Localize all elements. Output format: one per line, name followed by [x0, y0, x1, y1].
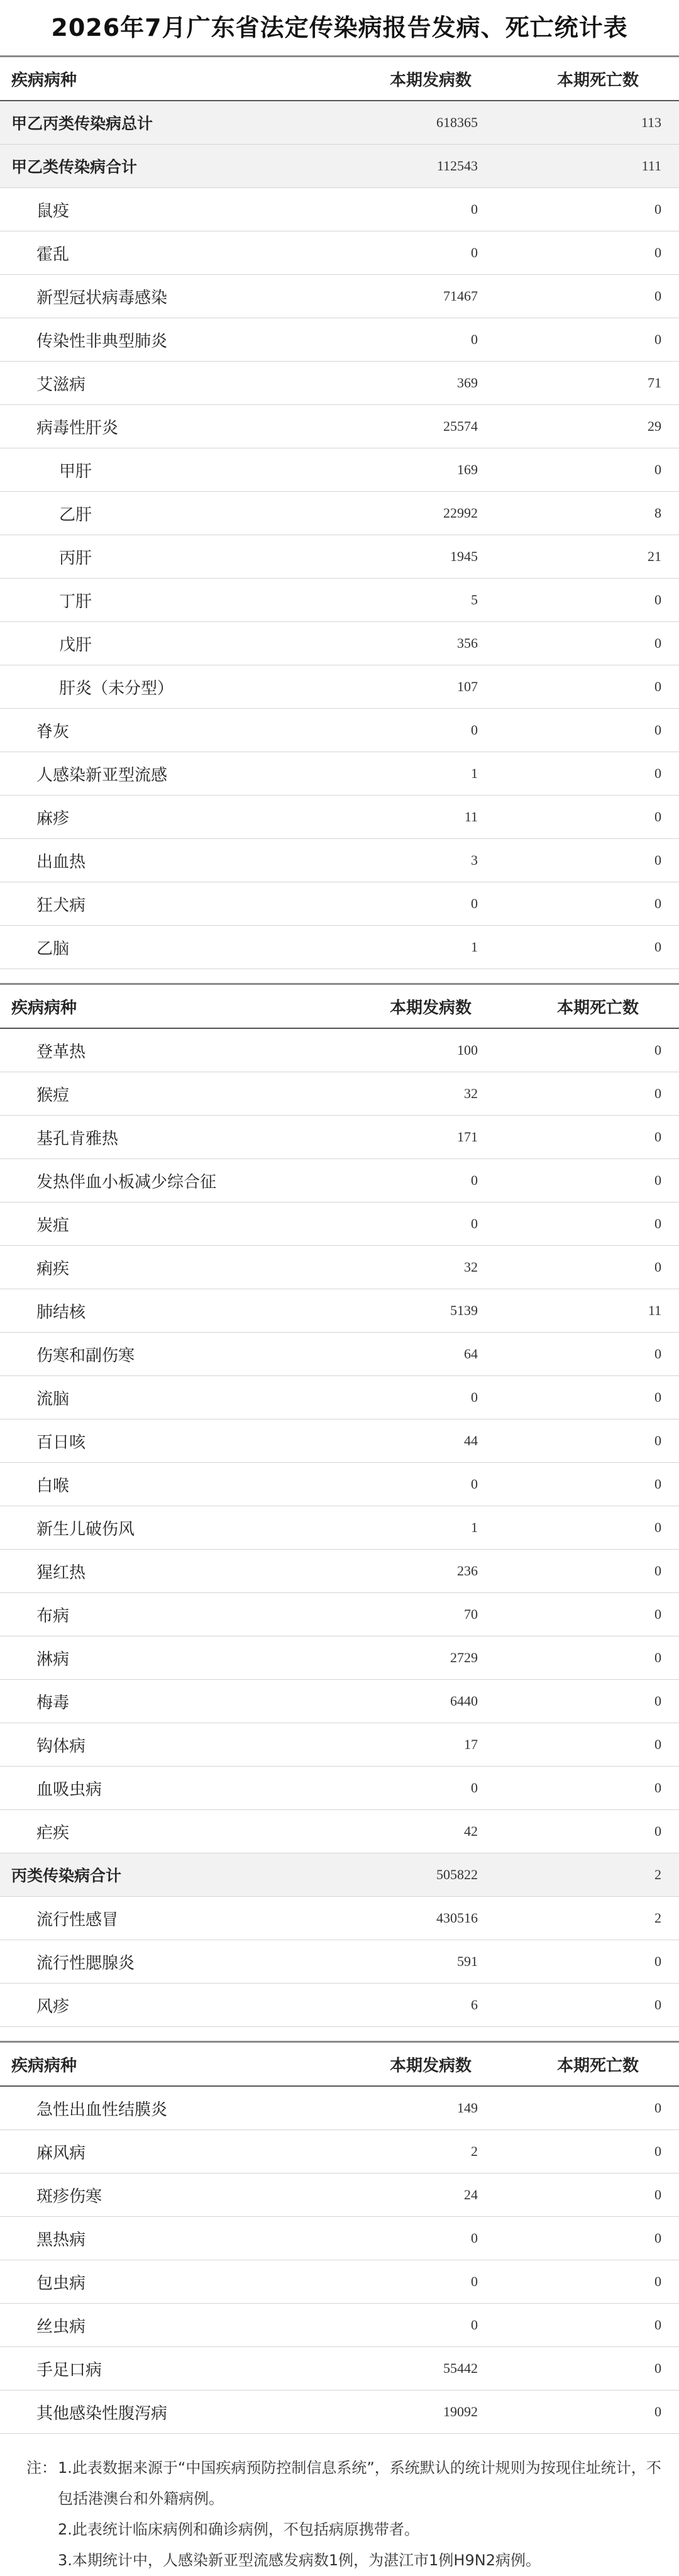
deaths-value: 0 [654, 1433, 661, 1448]
cases-value: 149 [457, 2100, 478, 2116]
deaths-value: 0 [654, 2317, 661, 2333]
disease-name: 病毒性肝炎 [36, 418, 119, 438]
cases-value: 0 [471, 896, 478, 911]
deaths-value: 0 [654, 2100, 661, 2116]
table-row [0, 1593, 679, 1636]
cases-value: 0 [471, 1780, 478, 1796]
table-row [0, 1767, 679, 1810]
table-row [0, 2260, 679, 2304]
table-total-row [0, 101, 679, 145]
disease-name: 发热伴血小板减少综合征 [36, 1172, 217, 1192]
disease-name: 甲乙类传染病合计 [11, 158, 138, 176]
table-row [0, 1289, 679, 1333]
cases-value: 1 [471, 765, 478, 781]
cases-value: 5139 [450, 1302, 478, 1318]
table-row [0, 318, 679, 362]
cases-value: 71467 [443, 288, 478, 304]
table-row [0, 1246, 679, 1289]
cases-value: 3 [471, 852, 478, 868]
disease-name: 霍乱 [36, 245, 70, 264]
deaths-value: 0 [654, 1650, 661, 1665]
table-row [0, 1723, 679, 1767]
table-row [0, 2174, 679, 2217]
deaths-value: 21 [648, 548, 661, 564]
table-row [0, 2087, 679, 2130]
deaths-value: 113 [641, 114, 661, 130]
deaths-value: 0 [654, 2360, 661, 2376]
table-row [0, 1202, 679, 1246]
cases-value: 25574 [443, 418, 478, 434]
table-total-row [0, 145, 679, 188]
disease-name: 痢疾 [36, 1259, 70, 1279]
table-row [0, 535, 679, 579]
cases-value: 22992 [443, 505, 478, 521]
table-row [0, 2217, 679, 2260]
cases-value: 24 [464, 2187, 478, 2202]
disease-name: 乙肝 [59, 505, 92, 525]
cases-value: 5 [471, 592, 478, 608]
notes-label: 注： [26, 2459, 57, 2477]
header-deaths: 本期死亡数 [556, 70, 639, 90]
cases-value: 0 [471, 722, 478, 738]
disease-name: 伤寒和副伤寒 [36, 1346, 135, 1365]
deaths-value: 0 [654, 635, 661, 651]
cases-value: 430516 [436, 1910, 478, 1926]
deaths-value: 0 [654, 1823, 661, 1839]
table-row [0, 1940, 679, 1984]
table-row [0, 752, 679, 796]
disease-name: 风疹 [36, 1997, 70, 2016]
disease-name: 戊肝 [59, 635, 92, 655]
cases-value: 6440 [450, 1693, 478, 1709]
table-row [0, 362, 679, 405]
disease-name: 斑疹伤寒 [36, 2187, 102, 2206]
table-row [0, 1072, 679, 1116]
cases-value: 32 [464, 1259, 478, 1275]
table-row [0, 1419, 679, 1463]
disease-name: 麻疹 [36, 809, 70, 828]
cases-value: 171 [457, 1129, 478, 1145]
cases-value: 591 [457, 1953, 478, 1969]
disease-name: 出血热 [36, 852, 86, 872]
table-row [0, 188, 679, 231]
cases-value: 44 [464, 1433, 478, 1448]
table-row [0, 275, 679, 318]
cases-value: 2729 [450, 1650, 478, 1665]
deaths-value: 29 [648, 418, 661, 434]
disease-name: 丙类传染病合计 [11, 1867, 122, 1885]
disease-name: 炭疽 [36, 1216, 70, 1235]
deaths-value: 0 [654, 1953, 661, 1969]
deaths-value: 0 [654, 2404, 661, 2419]
cases-value: 2 [471, 2143, 478, 2159]
disease-name: 流行性腮腺炎 [36, 1953, 135, 1973]
header-deaths: 本期死亡数 [556, 998, 639, 1018]
disease-name: 流行性感冒 [36, 1910, 119, 1929]
table-row [0, 1680, 679, 1723]
cases-value: 112543 [436, 158, 478, 174]
deaths-value: 0 [654, 1259, 661, 1275]
deaths-value: 0 [654, 288, 661, 304]
deaths-value: 0 [654, 1606, 661, 1622]
deaths-value: 0 [654, 722, 661, 738]
table-row [0, 709, 679, 752]
cases-value: 32 [464, 1085, 478, 1101]
deaths-value: 0 [654, 1693, 661, 1709]
header-cases: 本期发病数 [389, 2056, 472, 2075]
deaths-value: 0 [654, 1780, 661, 1796]
disease-name: 新生儿破伤风 [36, 1519, 135, 1539]
disease-name: 肺结核 [36, 1302, 86, 1322]
deaths-value: 0 [654, 1216, 661, 1231]
cases-value: 107 [457, 679, 478, 694]
note-text: 2.此表统计临床病例和确诊病例，不包括病原携带者。 [58, 2521, 419, 2538]
disease-name: 麻风病 [36, 2143, 86, 2163]
note-text: 3.本期统计中，人感染新亚型流感发病数1例，为湛江市1例H9N2病例。 [58, 2551, 541, 2569]
cases-value: 1945 [450, 548, 478, 564]
table-row [0, 405, 679, 448]
deaths-value: 0 [654, 592, 661, 608]
disease-name: 猴痘 [36, 1085, 70, 1105]
table-row [0, 796, 679, 839]
disease-name: 基孔肯雅热 [36, 1129, 119, 1148]
cases-value: 618365 [436, 114, 478, 130]
disease-name: 猩红热 [36, 1563, 86, 1582]
header-disease: 疾病病种 [11, 70, 77, 90]
disease-name: 新型冠状病毒感染 [36, 288, 168, 308]
table-row [0, 2304, 679, 2347]
cases-value: 369 [457, 375, 478, 391]
table-row [0, 579, 679, 622]
cases-value: 100 [457, 1042, 478, 1058]
report-title: 2026年7月广东省法定传染病报告发病、死亡统计表 [51, 14, 628, 42]
header-deaths: 本期死亡数 [556, 2056, 639, 2075]
disease-name: 其他感染性腹泻病 [36, 2404, 168, 2423]
table-row [0, 1636, 679, 1680]
deaths-value: 0 [654, 1346, 661, 1362]
cases-value: 70 [464, 1606, 478, 1622]
table-row [0, 622, 679, 665]
table-row [0, 839, 679, 882]
cases-value: 19092 [443, 2404, 478, 2419]
table-row [0, 492, 679, 535]
cases-value: 0 [471, 201, 478, 217]
cases-value: 0 [471, 331, 478, 347]
cases-value: 0 [471, 1389, 478, 1405]
header-disease: 疾病病种 [11, 2056, 77, 2075]
deaths-value: 0 [654, 245, 661, 260]
deaths-value: 71 [648, 375, 661, 391]
disease-name: 疟疾 [36, 1823, 70, 1843]
disease-name: 黑热病 [36, 2230, 86, 2250]
deaths-value: 0 [654, 679, 661, 694]
cases-value: 0 [471, 1172, 478, 1188]
note-item [26, 2514, 661, 2545]
disease-name: 急性出血性结膜炎 [36, 2100, 168, 2119]
disease-name: 百日咳 [36, 1433, 86, 1452]
cases-value: 0 [471, 2317, 478, 2333]
disease-name: 登革热 [36, 1042, 86, 1062]
deaths-value: 0 [654, 1129, 661, 1145]
table-row [0, 1897, 679, 1940]
cases-value: 0 [471, 2230, 478, 2246]
table-total-row [0, 1853, 679, 1897]
table-row [0, 448, 679, 492]
notes-block [0, 2453, 679, 2576]
table-row [0, 1810, 679, 1853]
disease-name: 包虫病 [36, 2273, 86, 2293]
header-cases: 本期发病数 [389, 70, 472, 90]
note-item [26, 2453, 661, 2514]
cases-value: 0 [471, 1216, 478, 1231]
table-row [0, 665, 679, 709]
statistics-table [0, 55, 679, 2434]
cases-value: 0 [471, 1476, 478, 1492]
disease-name: 甲肝 [59, 462, 92, 481]
disease-name: 鼠疫 [36, 201, 70, 221]
note-text: 1.此表数据来源于“中国疾病预防控制信息系统”，系统默认的统计规则为按现住址统计，不包括港澳台和外籍病例。 [58, 2459, 661, 2507]
disease-name: 流脑 [36, 1389, 70, 1409]
cases-value: 1 [471, 1519, 478, 1535]
cases-value: 64 [464, 1346, 478, 1362]
table-row [0, 1029, 679, 1072]
deaths-value: 8 [654, 505, 661, 521]
disease-name: 狂犬病 [36, 896, 86, 915]
deaths-value: 111 [641, 158, 661, 174]
table-row [0, 882, 679, 926]
deaths-value: 0 [654, 1736, 661, 1752]
deaths-value: 0 [654, 1476, 661, 1492]
deaths-value: 0 [654, 2143, 661, 2159]
deaths-value: 0 [654, 1563, 661, 1579]
table-row [0, 1463, 679, 1506]
cases-value: 6 [471, 1997, 478, 2012]
cases-value: 169 [457, 462, 478, 477]
cases-value: 505822 [436, 1867, 478, 1882]
table-row [0, 926, 679, 969]
disease-name: 人感染新亚型流感 [36, 765, 168, 785]
cases-value: 1 [471, 939, 478, 955]
disease-name: 甲乙丙类传染病总计 [11, 114, 153, 133]
disease-name: 淋病 [36, 1650, 70, 1669]
table-header-row [0, 983, 679, 1029]
cases-value: 0 [471, 245, 478, 260]
table-header-row [0, 55, 679, 101]
cases-value: 42 [464, 1823, 478, 1839]
deaths-value: 0 [654, 201, 661, 217]
cases-value: 17 [464, 1736, 478, 1752]
disease-name: 传染性非典型肺炎 [36, 331, 168, 351]
disease-name: 手足口病 [36, 2360, 102, 2380]
disease-name: 丙肝 [59, 548, 92, 568]
disease-name: 肝炎（未分型） [59, 679, 174, 698]
disease-name: 丝虫病 [36, 2317, 86, 2336]
deaths-value: 0 [654, 939, 661, 955]
table-row [0, 1984, 679, 2027]
deaths-value: 2 [654, 1867, 661, 1882]
disease-name: 布病 [36, 1606, 70, 1626]
cases-value: 55442 [443, 2360, 478, 2376]
disease-name: 钩体病 [36, 1736, 86, 1756]
deaths-value: 11 [648, 1302, 661, 1318]
table-row [0, 2390, 679, 2434]
cases-value: 0 [471, 2273, 478, 2289]
deaths-value: 2 [654, 1910, 661, 1926]
deaths-value: 0 [654, 2273, 661, 2289]
table-row [0, 1159, 679, 1202]
table-row [0, 2347, 679, 2390]
deaths-value: 0 [654, 2230, 661, 2246]
deaths-value: 0 [654, 852, 661, 868]
table-header-row [0, 2041, 679, 2087]
disease-name: 梅毒 [36, 1693, 70, 1713]
header-disease: 疾病病种 [11, 998, 77, 1018]
cases-value: 356 [457, 635, 478, 651]
deaths-value: 0 [654, 1389, 661, 1405]
deaths-value: 0 [654, 1519, 661, 1535]
deaths-value: 0 [654, 809, 661, 824]
cases-value: 11 [464, 809, 478, 824]
deaths-value: 0 [654, 2187, 661, 2202]
deaths-value: 0 [654, 896, 661, 911]
deaths-value: 0 [654, 1172, 661, 1188]
disease-name: 脊灰 [36, 722, 70, 741]
table-row [0, 1116, 679, 1159]
disease-name: 白喉 [36, 1476, 70, 1496]
table-row [0, 1333, 679, 1376]
disease-name: 血吸虫病 [36, 1780, 102, 1799]
cases-value: 236 [457, 1563, 478, 1579]
disease-name: 乙脑 [36, 939, 70, 958]
disease-name: 丁肝 [59, 592, 92, 611]
table-row [0, 2130, 679, 2174]
table-row [0, 1506, 679, 1550]
header-cases: 本期发病数 [389, 998, 472, 1018]
deaths-value: 0 [654, 1085, 661, 1101]
deaths-value: 0 [654, 765, 661, 781]
table-row [0, 231, 679, 275]
note-item [26, 2545, 661, 2576]
deaths-value: 0 [654, 331, 661, 347]
deaths-value: 0 [654, 462, 661, 477]
disease-name: 艾滋病 [36, 375, 86, 394]
table-row [0, 1376, 679, 1419]
table-row [0, 1550, 679, 1593]
deaths-value: 0 [654, 1042, 661, 1058]
deaths-value: 0 [654, 1997, 661, 2012]
